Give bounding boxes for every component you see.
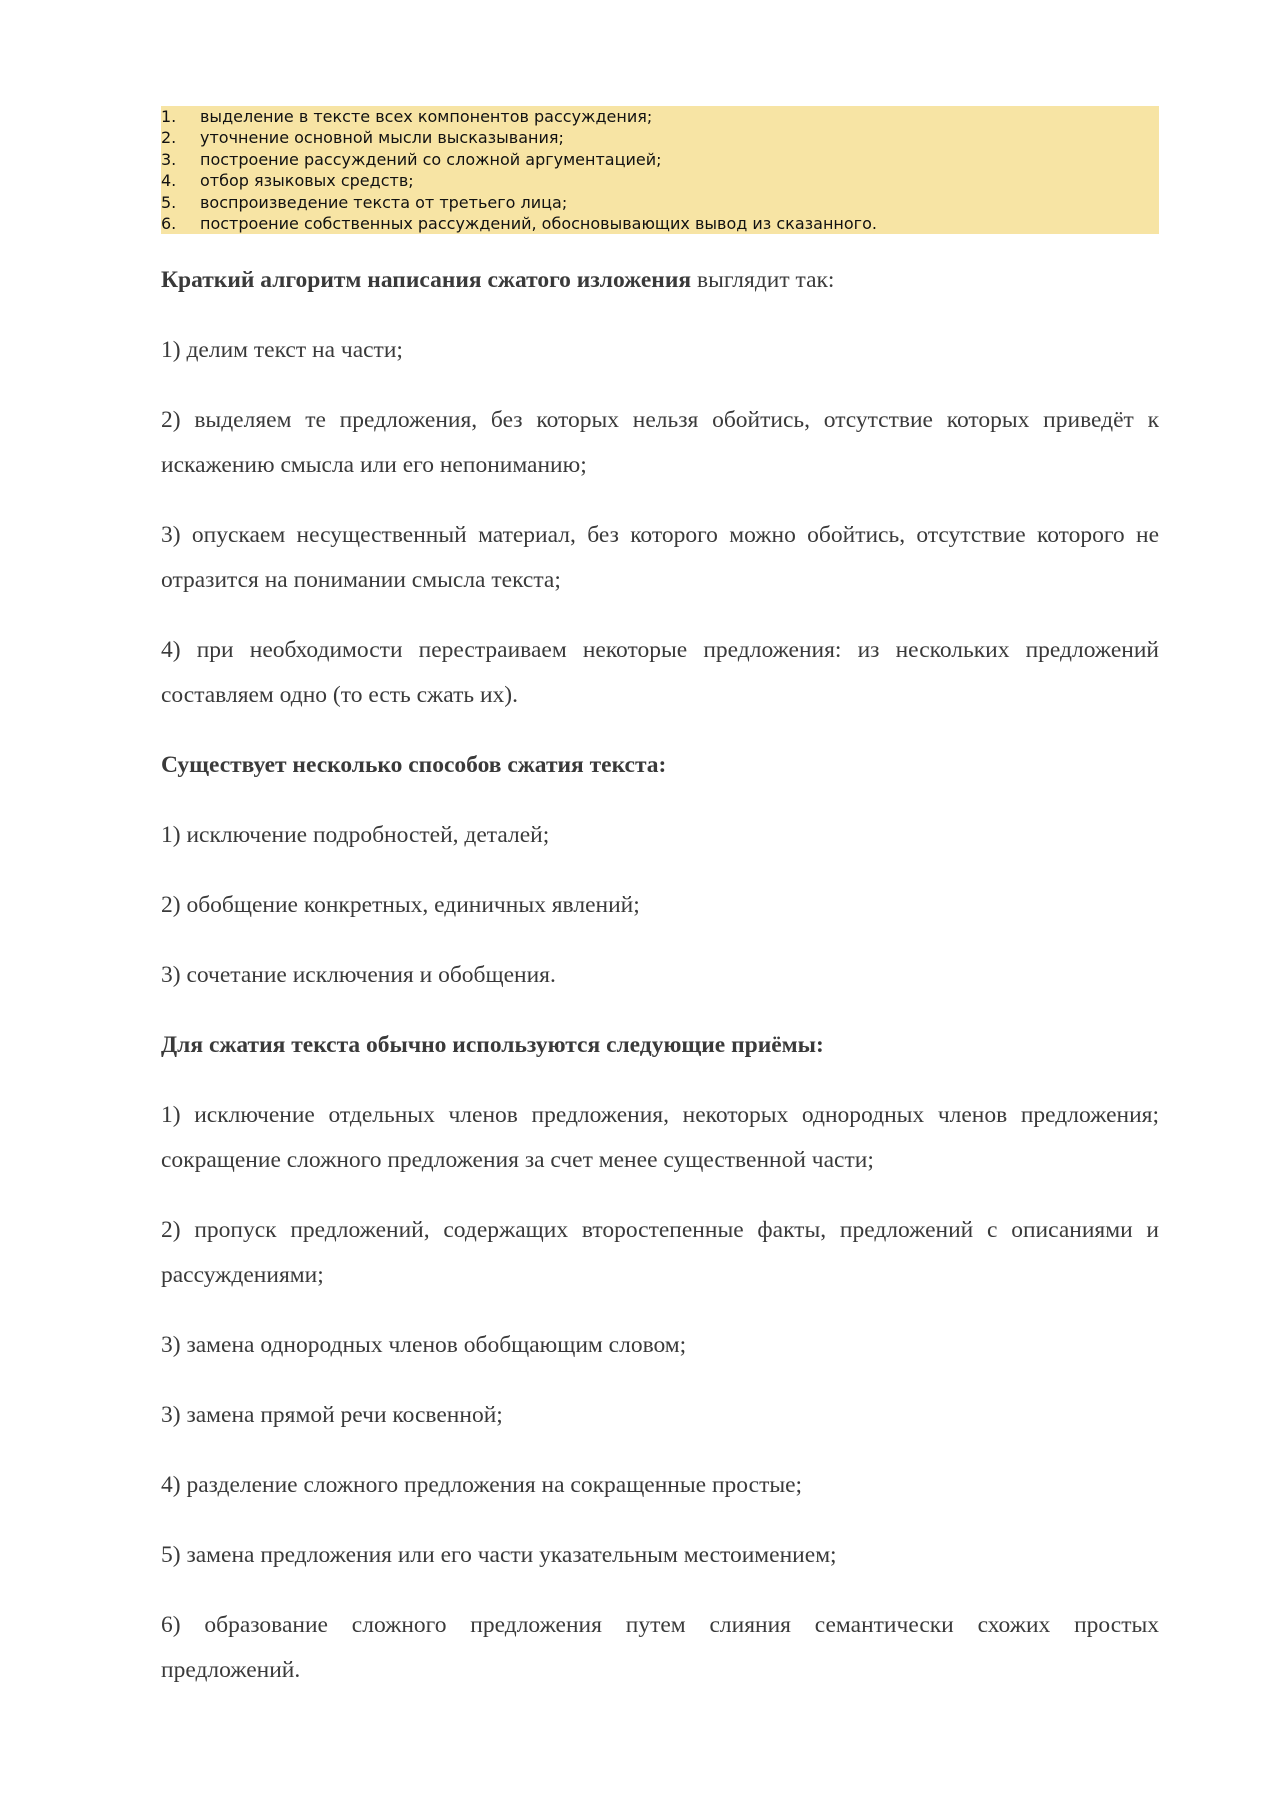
list-item-text: построение рассуждений со сложной аргументацией;: [200, 149, 662, 169]
algorithm-heading-rest: выглядит так:: [691, 267, 835, 294]
list-item-number: 5.: [161, 192, 177, 212]
highlighted-numbered-list: [161, 106, 1159, 234]
technique-item: 6) образование сложного предложения путем слияния семантически схожих простых предложений.: [161, 1612, 1159, 1684]
list-item-text: воспроизведение текста от третьего лица;: [200, 192, 568, 212]
algorithm-step: 4) при необходимости перестраиваем некоторые предложения: из нескольких предложений составляем одно (то есть сжать их).: [161, 637, 1159, 709]
list-item-number: 3.: [161, 149, 177, 169]
technique-item: 3) замена однородных членов обобщающим словом;: [161, 1332, 687, 1359]
method-item: 3) сочетание исключения и обобщения.: [161, 962, 556, 989]
algorithm-step: 2) выделяем те предложения, без которых нельзя обойтись, отсутствие которых приведёт к искажению смысла или его непониманию;: [161, 407, 1159, 479]
document-page: [161, 106, 1159, 1693]
list-item: [161, 170, 1159, 191]
technique-item: 1) исключение отдельных членов предложения, некоторых однородных членов предложения; сокращение сложного предложения за счет менее существенной части;: [161, 1102, 1159, 1174]
list-item-number: 2.: [161, 128, 177, 148]
list-item-number: 1.: [161, 107, 177, 126]
technique-item: 4) разделение сложного предложения на сокращенные простые;: [161, 1472, 803, 1499]
method-item: 1) исключение подробностей, деталей;: [161, 822, 550, 849]
technique-item: 3) замена прямой речи косвенной;: [161, 1402, 503, 1429]
method-item: 2) обобщение конкретных, единичных явлений;: [161, 892, 640, 919]
algorithm-step: 3) опускаем несущественный материал, без которого можно обойтись, отсутствие которого не отразится на понимании смысла текста;: [161, 522, 1159, 594]
technique-item: 5) замена предложения или его части указательным местоимением;: [161, 1542, 837, 1569]
list-item-text: выделение в тексте всех компонентов рассуждения;: [200, 107, 653, 126]
list-item: [161, 127, 1159, 148]
list-item: [161, 149, 1159, 170]
list-item-number: 4.: [161, 171, 177, 191]
list-item-text: построение собственных рассуждений, обосновывающих вывод из сказанного.: [200, 214, 877, 234]
list-item: [161, 213, 1159, 234]
technique-item: 2) пропуск предложений, содержащих второстепенные факты, предложений с описаниями и рассуждениями;: [161, 1217, 1159, 1289]
algorithm-heading-bold: Краткий алгоритм написания сжатого изложения: [161, 267, 692, 294]
list-item: [161, 106, 1159, 127]
list-item-text: отбор языковых средств;: [200, 171, 414, 191]
techniques-heading: Для сжатия текста обычно используются следующие приёмы:: [161, 1032, 824, 1059]
methods-heading: Существует несколько способов сжатия текста:: [161, 752, 667, 779]
list-item-text: уточнение основной мысли высказывания;: [200, 128, 564, 148]
list-item-number: 6.: [161, 214, 177, 234]
list-item: [161, 192, 1159, 213]
algorithm-step: 1) делим текст на части;: [161, 337, 403, 364]
algorithm-heading: [161, 258, 1159, 303]
